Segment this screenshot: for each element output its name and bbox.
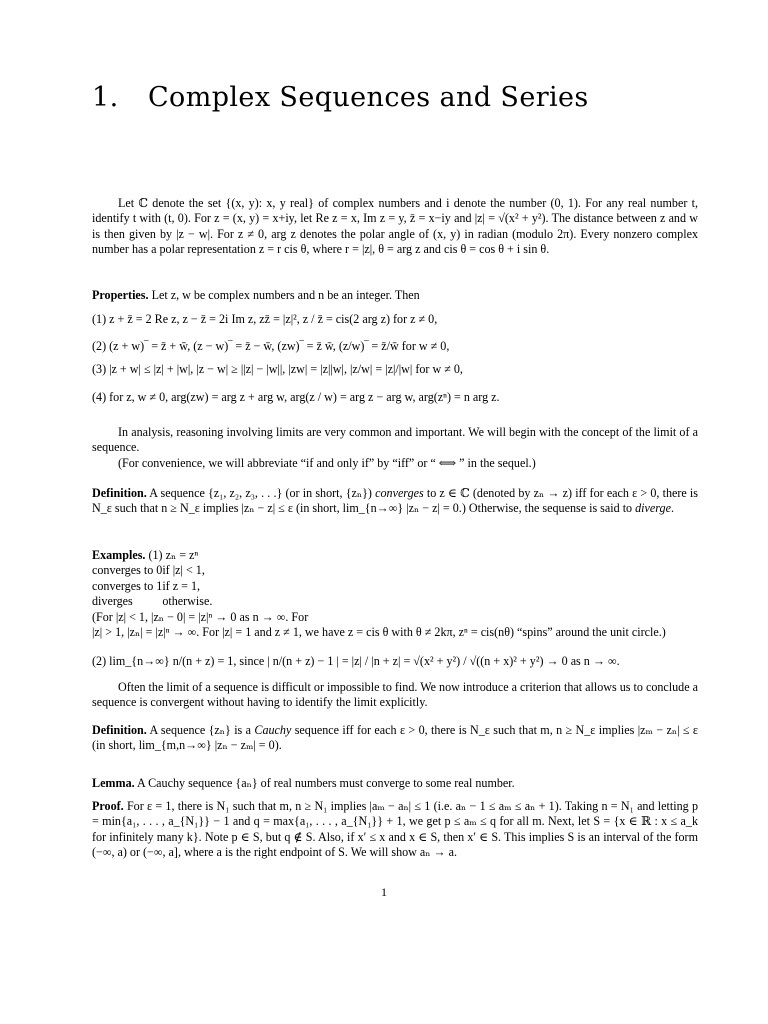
property-item-2: (2) (z + w)‾ = z̄ + w̄, (z − w)‾ = z̄ − w̄, (zw)‾ = z̄ w̄, (z/w)‾ = z̄/w̄ for w ≠ 0, — [92, 338, 450, 353]
lemma-heading: Lemma. — [92, 776, 135, 790]
section-number: 1. — [92, 82, 119, 113]
property-item-1: (1) z + z̄ = 2 Re z, z − z̄ = 2i Im z, zz̄ = |z|², z / z̄ = cis(2 arg z) for z ≠ 0, — [92, 312, 438, 327]
section-title: Complex Sequences and Series — [148, 82, 589, 113]
definition-heading: Definition. — [92, 486, 147, 500]
definition-cauchy: Definition. A sequence {zₙ} is a Cauchy sequence iff for each ε > 0, there is N_ε such that m, n ≥ N_ε implies |zₘ − zₙ| ≤ ε (in short, lim_{m,n→∞} |zₙ − zₘ| = 0). — [92, 723, 698, 753]
examples-heading: Examples. — [92, 548, 146, 562]
limits-paragraph: In analysis, reasoning involving limits are very common and important. We will begin with the concept of the limit of a sequence. (For convenience, we will abbreviate “if and only if” by “iff” or “ ⟺ ” in the sequel.) — [92, 425, 698, 470]
proof: Proof. For ε = 1, there is N₁ such that m, n ≥ N₁ implies |aₘ − aₙ| ≤ 1 (i.e. aₙ − 1 ≤ aₘ ≤ aₙ + 1). Taking n = N₁ and letting p = min{a₁, . . . , a_{N₁}} − 1 and q = max{a₁, . . . , a_{N₁}} + 1, we get p ≤ aₘ ≤ q for all m. Next, let S = {x ∈ ℝ : x ≤ a_k for infinitely many k}. Note p ∈ S, but q ∉ S. Also, if x′ ≤ x and x ∈ S, then x′ ∈ S. This implies S is an interval of the form (−∞, a) or (−∞, a], where a is the right endpoint of S. We will show aₙ → a. — [92, 799, 698, 860]
property-item-4: (4) for z, w ≠ 0, arg(zw) = arg z + arg w, arg(z / w) = arg z − arg w, arg(zⁿ) = n arg z. — [92, 389, 500, 404]
properties-heading: Properties. — [92, 288, 149, 302]
definition-convergence: Definition. A sequence {z₁, z₂, z₃, . . .} (or in short, {zₙ}) converges to z ∈ ℂ (denoted by zₙ → z) iff for each ε > 0, there is N_ε such that n ≥ N_ε implies |zₙ − z| ≤ ε (in short, lim_{n→∞} |zₙ − z| = 0.) Otherwise, the sequense is said to diverge. — [92, 486, 699, 516]
page-title — [92, 82, 589, 113]
lemma: Lemma. A Cauchy sequence {aₙ} of real numbers must converge to some real number. — [92, 776, 515, 790]
page-number: 1 — [381, 885, 387, 899]
definition-heading: Definition. — [92, 723, 147, 737]
properties-section: Properties. Let z, w be complex numbers and n be an integer. Then (1) z + z̄ = 2 Re z, z − z̄ = 2i Im z, zz̄ = |z|², z / z̄ = cis(2 arg z) for z ≠ 0, (2) (z + w)‾ = z̄ + w̄, (z − w)‾ = z̄ − w̄, (zw)‾ = z̄ w̄, (z/w)‾ = z̄/w̄ for w ≠ 0, (3) |z + w| ≤ |z| + |w|, |z − w| ≥ ||z| − |w||, |zw| = |z||w|, |z/w| = |z|/|w| for w ≠ 0, (4) for z, w ≠ 0, arg(zw) = arg z + arg w, arg(z / w) = arg z − arg w, arg(zⁿ) = n arg z. — [92, 288, 698, 405]
examples-section: Examples. (1) zₙ = zⁿ converges to 0 if |z| < 1, converges to 1 if z = 1, diverges otherwise. (For |z| < 1, |zₙ − 0| = |z|ⁿ → 0 as n → ∞. For |z| > 1, |zₙ| = |z|ⁿ → ∞. For |z| = 1 and z ≠ 1, we have z = cis θ with θ ≠ 2kπ, zⁿ = cis(nθ) “spins” around the unit circle.) (2) lim_{n→∞} n/(n + z) = 1, since | n/(n + z) − 1 | = |z| / |n + z| = √(x² + y²) / √((n + x)² + y²) → 0 as n → ∞. — [92, 548, 698, 670]
proof-heading: Proof. — [92, 799, 124, 813]
intro-paragraph: Let ℂ denote the set {(x, y): x, y real} of complex numbers and i denote the number (0, 1). For any real number t, identify t with (t, 0). For z = (x, y) = x+iy, let Re z = x, Im z = y, z̄ = x−iy and |z| = √(x² + y²). The distance between z and w is then given by |z − w|. For z ≠ 0, arg z denotes the polar angle of (x, y) in radian (modulo 2π). Every nonzero complex number has a polar representation z = r cis θ, where r = |z|, θ = arg z and cis θ = cos θ + i sin θ. — [92, 196, 698, 257]
example-2: (2) lim_{n→∞} n/(n + z) = 1, since | n/(n + z) − 1 | = |z| / |n + z| = √(x² + y²) / √((n + x)² + y²) → 0 as n → ∞. — [92, 654, 620, 669]
cauchy-intro-paragraph: Often the limit of a sequence is difficult or impossible to find. We now introduce a criterion that allows us to conclude a sequence is convergent without having to identify the limit explicitly. — [92, 680, 698, 710]
property-item-3: (3) |z + w| ≤ |z| + |w|, |z − w| ≥ ||z| − |w||, |zw| = |z||w|, |z/w| = |z|/|w| for w ≠ 0, — [92, 362, 463, 377]
